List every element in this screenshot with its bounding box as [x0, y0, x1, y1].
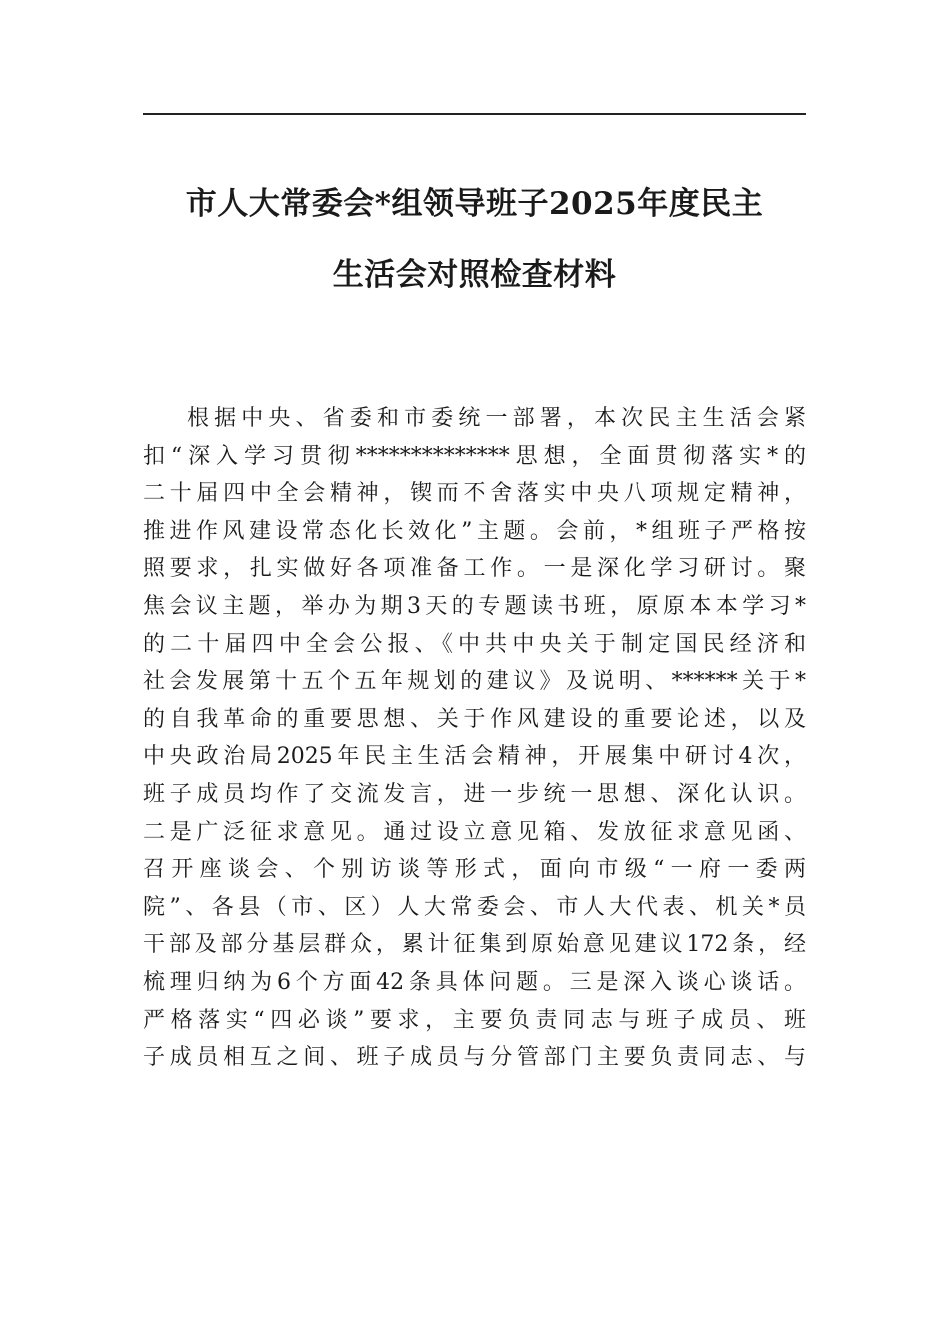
body-line: 中央政治局2025年民主生活会精神，开展集中研讨4次，	[143, 744, 806, 770]
body-line: 二十届四中全会精神，锲而不舍落实中央八项规定精神，	[143, 481, 806, 507]
body-line: 焦会议主题，举办为期3天的专题读书班，原原本本学习*	[143, 593, 806, 619]
body-line: 召开座谈会、个别访谈等形式，面向市级“一府一委两	[143, 857, 806, 883]
body-line: 子成员相互之间、班子成员与分管部门主要负责同志、与	[143, 1045, 806, 1071]
body-line: 推进作风建设常态化长效化”主题。会前，*组班子严格按	[143, 518, 806, 544]
body-line: 扣“深入学习贯彻**************思想，全面贯彻落实*的	[143, 443, 806, 469]
body-line: 的二十届四中全会公报、《中共中央关于制定国民经济和	[143, 631, 806, 657]
body-line: 社会发展第十五个五年规划的建议》及说明、******关于*	[143, 669, 806, 695]
title-line-2: 生活会对照检查材料	[332, 257, 617, 293]
body-line: 院”、各县（市、区）人大常委会、市人大代表、机关*员	[143, 894, 806, 920]
body-line: 班子成员均作了交流发言，进一步统一思想、深化认识。	[143, 781, 806, 807]
document-body	[143, 400, 806, 1077]
body-line: 照要求，扎实做好各项准备工作。一是深化学习研讨。聚	[143, 556, 806, 582]
body-line: 梳理归纳为6个方面42条具体问题。三是深入谈心谈话。	[143, 969, 806, 995]
body-line: 严格落实“四必谈”要求，主要负责同志与班子成员、班	[143, 1007, 806, 1033]
title-line-1: 市人大常委会*组领导班子2025年度民主	[185, 186, 764, 222]
body-line: 二是广泛征求意见。通过设立意见箱、发放征求意见函、	[143, 819, 806, 845]
header-rule	[143, 113, 806, 115]
body-line: 干部及部分基层群众，累计征集到原始意见建议172条，经	[143, 932, 806, 958]
document-title	[143, 186, 806, 293]
body-line: 的自我革命的重要思想、关于作风建设的重要论述，以及	[143, 706, 806, 732]
body-line: 根据中央、省委和市委统一部署，本次民主生活会紧	[187, 406, 806, 431]
